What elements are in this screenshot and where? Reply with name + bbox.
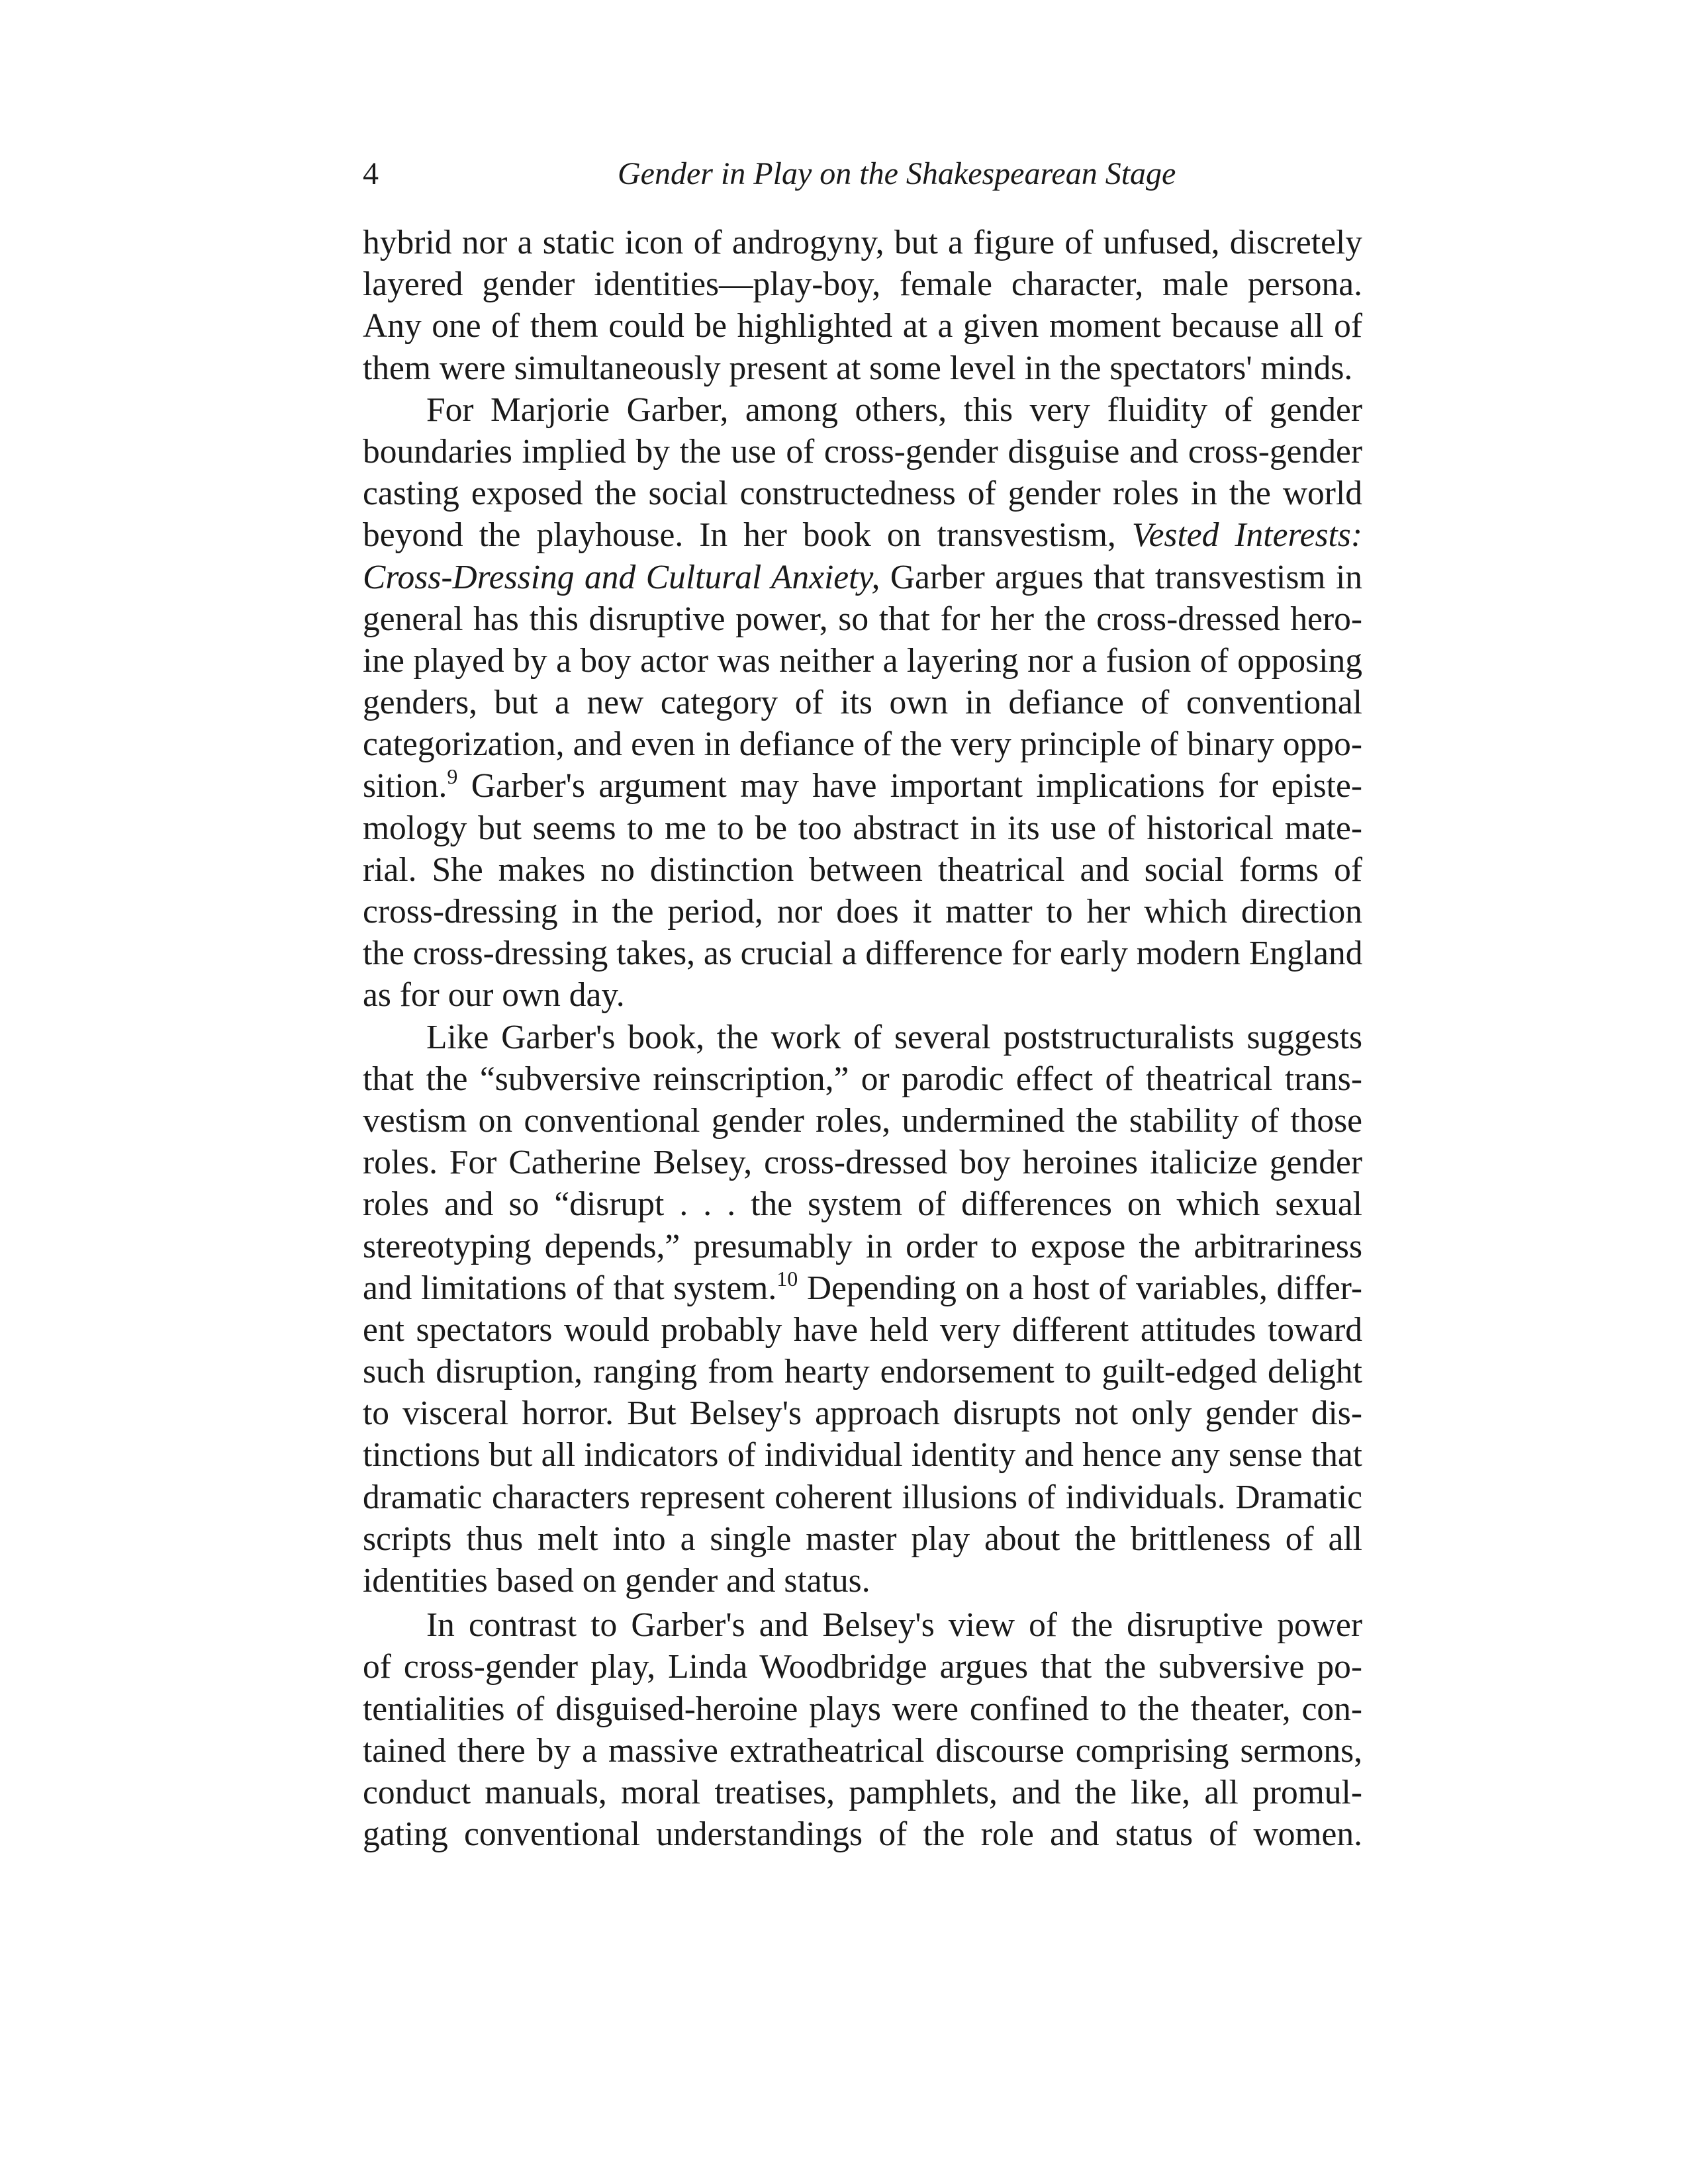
text-segment: Depending on a host of variables, differ- — [798, 1269, 1362, 1307]
text-line: conduct manuals, moral treatises, pamphlets, and the like, all promul- — [363, 1773, 1362, 1811]
text-line: casting exposed the social constructedness of gender roles in the world — [363, 475, 1362, 513]
paragraph-4 — [363, 1604, 1362, 1855]
text-line: ent spectators would probably have held very different attitudes toward — [363, 1310, 1362, 1349]
text-segment: and limitations of that system. — [363, 1269, 777, 1307]
paragraph-3 — [363, 1017, 1362, 1602]
text-line: such disruption, ranging from hearty endorsement to guilt-edged delight — [363, 1353, 1362, 1391]
text-line: categorization, and even in defiance of the very principle of binary oppo- — [363, 725, 1362, 764]
footnote-marker: 9 — [447, 764, 458, 789]
text-line: dramatic characters represent coherent illusions of individuals. Dramatic — [363, 1478, 1362, 1516]
text-line — [363, 514, 1362, 556]
body-text — [363, 222, 1362, 1855]
text-line — [363, 765, 1362, 807]
book-title-italic: Cross-Dressing and Cultural Anxiety, — [363, 558, 880, 596]
text-line: roles and so “disrupt . . . the system of differences on which sexual — [363, 1185, 1362, 1224]
text-line: as for our own day. — [363, 976, 625, 1015]
paragraph-2 — [363, 389, 1362, 1017]
text-line: rial. She makes no distinction between theatrical and social forms of — [363, 850, 1362, 889]
text-line: layered gender identities—play-boy, female character, male persona. — [363, 265, 1362, 304]
text-line: that the “subversive reinscription,” or parodic effect of theatrical trans- — [363, 1060, 1362, 1098]
text-segment: beyond the playhouse. In her book on transvestism, — [363, 516, 1116, 555]
text-line — [363, 1267, 1362, 1309]
text-line: them were simultaneously present at some level in the spectators' minds. — [363, 349, 1353, 387]
book-title-italic: Vested Interests: — [1131, 516, 1362, 555]
paragraph-1 — [363, 222, 1362, 389]
text-line: cross-dressing in the period, nor does it matter to her which direction — [363, 893, 1362, 931]
text-line: For Marjorie Garber, among others, this very fluidity of gender — [426, 390, 1362, 429]
text-segment: Garber argues that transvestism in — [880, 558, 1362, 596]
text-line: In contrast to Garber's and Belsey's view of the disruptive power — [426, 1606, 1362, 1645]
text-line: tinctions but all indicators of individual identity and hence any sense that — [363, 1436, 1362, 1475]
text-line — [363, 557, 1362, 598]
text-line: gating conventional understandings of the role and status of women. — [363, 1815, 1362, 1854]
text-line: hybrid nor a static icon of androgyny, but a figure of unfused, discretely — [363, 224, 1362, 261]
text-line: tentialities of disguised-heroine plays were confined to the theater, con- — [363, 1690, 1362, 1728]
text-line: scripts thus melt into a single master play about the brittleness of all — [363, 1520, 1362, 1558]
page-header — [363, 151, 1369, 197]
text-line: genders, but a new category of its own in defiance of conventional — [363, 684, 1362, 722]
text-line: tained there by a massive extratheatrical discourse comprising sermons, — [363, 1731, 1362, 1770]
text-line: stereotyping depends,” presumably in order to expose the arbitrariness — [363, 1227, 1362, 1265]
text-segment: sition. — [363, 767, 447, 805]
footnote-marker: 10 — [776, 1266, 798, 1291]
page-number: 4 — [363, 156, 379, 191]
text-line: Any one of them could be highlighted at a given moment because all of — [363, 307, 1362, 345]
text-line: Like Garber's book, the work of several poststructuralists suggests — [426, 1018, 1362, 1056]
text-line: to visceral horror. But Belsey's approach disrupts not only gender dis- — [363, 1394, 1362, 1433]
text-line: of cross-gender play, Linda Woodbridge argues that the subversive po- — [363, 1648, 1362, 1686]
text-line: mology but seems to me to be too abstract in its use of historical mate- — [363, 809, 1362, 847]
text-line: the cross-dressing takes, as crucial a difference for early modern England — [363, 934, 1363, 973]
text-line: boundaries implied by the use of cross-gender disguise and cross-gender — [363, 432, 1362, 471]
text-segment: Garber's argument may have important implications for episte- — [457, 767, 1362, 805]
text-line: identities based on gender and status. — [363, 1562, 870, 1600]
running-title: Gender in Play on the Shakespearean Stage — [618, 156, 1176, 191]
text-line: general has this disruptive power, so that for her the cross-dressed hero- — [363, 600, 1362, 638]
text-line: ine played by a boy actor was neither a layering nor a fusion of opposing — [363, 641, 1362, 680]
text-line: roles. For Catherine Belsey, cross-dressed boy heroines italicize gender — [363, 1144, 1362, 1182]
text-line: vestism on conventional gender roles, undermined the stability of those — [363, 1101, 1362, 1140]
